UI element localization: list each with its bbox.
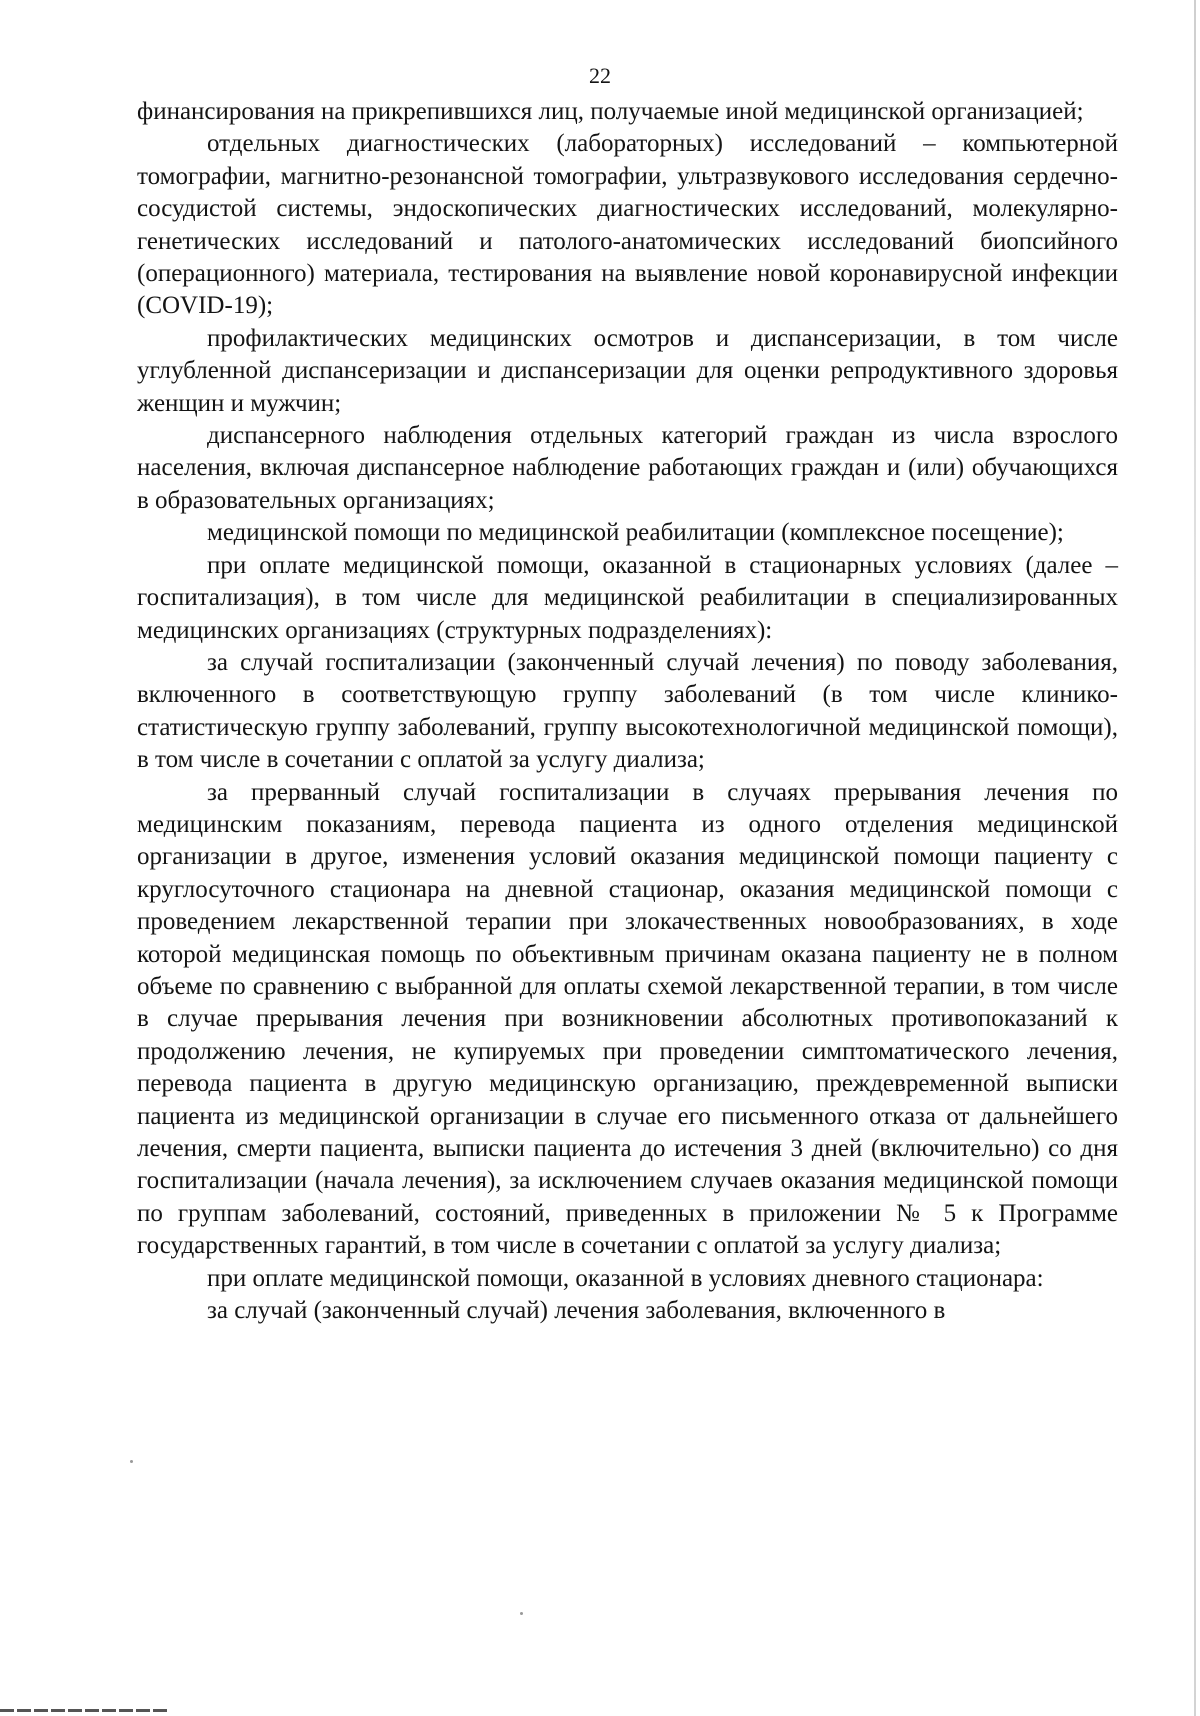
paragraph-dispensary-observation: диспансерного наблюдения отдельных категорий граждан из числа взрослого населения, включая диспансерное наблюдение работающих граждан и (или) обучающихся в образовательных организациях; <box>137 422 1118 514</box>
scan-edge-line <box>1194 0 1196 1716</box>
paragraph-diagnostic-studies: отдельных диагностических (лабораторных) исследований – компьютерной томографии, магнитно-резонансной томографии, ультразвукового исследования сердечно-сосудистой системы, эндоскопических диагностических исследований, молекулярно-генетических исследований и патолого-анатомических исследований биопсийного (операционного) материала, тестирования на выявление новой коронавирусной инфекции (COVID-19); <box>137 130 1118 320</box>
paragraph-rehabilitation: медицинской помощи по медицинской реабилитации (комплексное посещение); <box>207 519 1064 547</box>
scan-bottom-rule <box>0 1709 170 1712</box>
paragraph-continuation: финансирования на прикрепившихся лиц, получаемые иной медицинской организацией; <box>137 98 1084 125</box>
paragraph-interrupted-case: за прерванный случай госпитализации в случаях прерывания лечения по медицинским показаниям, перевода пациента из одного отделения медицинской организации в другое, изменения условий оказания медицинской помощи пациенту с круглосуточного стационара на дневной стационар, оказания медицинской помощи с проведением лекарственной терапии при злокачественных новообразованиях, в ходе которой медицинская помощь по объективным причинам оказана пациенту не в полном объеме по сравнению с выбранной для оплаты схемой лекарственной терапии, в том числе в случае прерывания лечения при возникновении абсолютных противопоказаний к продолжению лечения, не купируемых при проведении симптоматического лечения, перевода пациента в другую медицинскую организацию, преждевременной выписки пациента из медицинской организации в случае его письменного отказа от дальнейшего лечения, смерти пациента, выписки пациента до истечения 3 дней (включительно) со дня госпитализации (начала лечения), за исключением случаев оказания медицинской помощи по группам заболеваний, состояний, приведенных в приложении № 5 к Программе государственных гарантий, в том числе в сочетании с оплатой за услугу диализа; <box>137 778 1118 1260</box>
document-body <box>137 96 1118 1327</box>
paragraph-hospitalization-case: за случай госпитализации (законченный случай лечения) по поводу заболевания, включенного в соответствующую группу заболеваний (в том числе клинико-статистическую группу заболеваний, группу высокотехнологичной медицинской помощи), в том числе в сочетании с оплатой за услугу диализа; <box>137 648 1118 774</box>
scan-speck <box>130 1460 133 1463</box>
scan-speck <box>520 1612 523 1615</box>
paragraph-preventive-exams: профилактических медицинских осмотров и диспансеризации, в том числе углубленной диспансеризации и диспансеризации для оценки репродуктивного здоровья женщин и мужчин; <box>137 324 1118 417</box>
paragraph-treatment-case: за случай (законченный случай) лечения заболевания, включенного в <box>207 1297 946 1325</box>
paragraph-day-hospital-payment: при оплате медицинской помощи, оказанной в условиях дневного стационара: <box>207 1264 1044 1292</box>
paragraph-inpatient-payment: при оплате медицинской помощи, оказанной в стационарных условиях (далее – госпитализация), в том числе для медицинской реабилитации в специализированных медицинских организациях (структурных подразделениях): <box>137 551 1118 644</box>
page-number: 22 <box>589 63 611 88</box>
